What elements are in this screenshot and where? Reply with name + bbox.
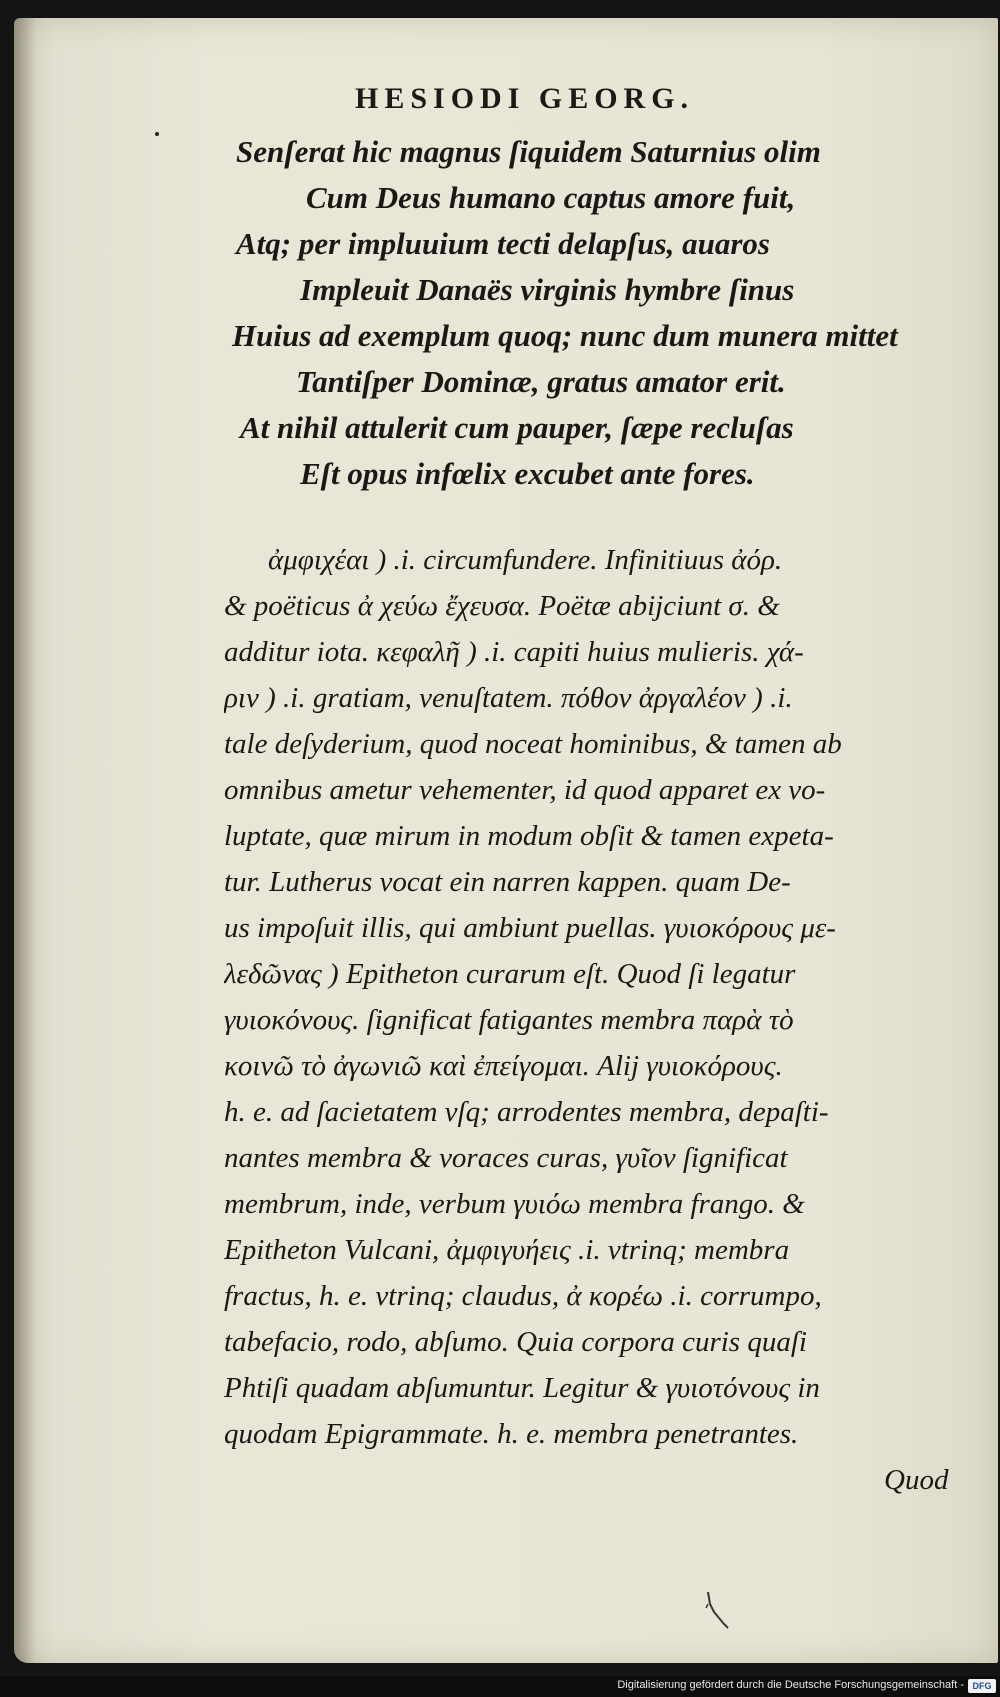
commentary-line: luptate, quæ mirum in modum obſit & tamen expeta-: [224, 820, 834, 852]
verse-line: Huius ad exemplum quoq; nunc dum munera mittet: [232, 318, 898, 353]
commentary-line: κοινῶ τὸ ἀγωνιῶ καὶ ἐπείγομαι. Alij γυιοκόρους.: [224, 1050, 783, 1082]
dfg-logo: DFG: [968, 1679, 996, 1693]
commentary-line: additur iota. κεφαλῆ ) .i. capiti huius mulieris. χά-: [224, 636, 804, 668]
funding-credit: Digitalisierung gefördert durch die Deutsche Forschungsgemeinschaft -: [617, 1679, 964, 1691]
running-head: HESIODI GEORG.: [355, 82, 695, 115]
catchword: Quod: [884, 1464, 949, 1496]
commentary-line: nantes membra & voraces curas, γυῖον ſignificat: [224, 1142, 788, 1174]
digitization-footer: [0, 1676, 1000, 1697]
commentary-line: Phtiſi quadam abſumuntur. Legitur & γυιοτόνους in: [224, 1372, 820, 1404]
verse-line: Senſerat hic magnus ſiquidem Saturnius olim: [236, 134, 821, 169]
commentary-line: h. e. ad ſacietatem vſq; arrodentes membra, depaſti-: [224, 1096, 829, 1128]
commentary-line: & poëticus ἀ χεύω ἔχευσα. Poëtæ abijciunt σ. &: [224, 590, 780, 622]
commentary-line: tur. Lutherus vocat ein narren kappen. quam De-: [224, 866, 791, 898]
pencil-mark: [702, 1590, 732, 1630]
verse-line: Impleuit Danaës virginis hymbre ſinus: [300, 272, 795, 307]
commentary-line: Epitheton Vulcani, ἀμφιγυήεις .i. vtrinq; membra: [224, 1234, 790, 1266]
verse-line: Tantiſper Dominæ, gratus amator erit.: [296, 364, 786, 399]
verse-line: Eſt opus infœlix excubet ante fores.: [300, 456, 755, 491]
commentary-line: us impoſuit illis, qui ambiunt puellas. γυιοκόρους με-: [224, 912, 836, 944]
ink-speck: [155, 132, 159, 136]
commentary-line: ἀμφιχέαι ) .i. circumfundere. Infinitiuus ἀόρ.: [268, 544, 783, 576]
commentary-line: ριν ) .i. gratiam, venuſtatem. πόθον ἀργαλέον ) .i.: [224, 682, 793, 714]
commentary-line: fractus, h. e. vtrinq; claudus, ἀ κορέω .i. corrumpo,: [224, 1280, 822, 1312]
verse-line: Cum Deus humano captus amore fuit,: [306, 180, 796, 215]
commentary-line: tale deſyderium, quod noceat hominibus, & tamen ab: [224, 728, 842, 760]
commentary-line: λεδῶνας ) Epitheton curarum eſt. Quod ſi legatur: [224, 958, 796, 990]
verse-line: At nihil attulerit cum pauper, ſæpe recluſas: [240, 410, 794, 445]
commentary-line: omnibus ametur vehementer, id quod apparet ex vo-: [224, 774, 826, 806]
commentary-line: tabefacio, rodo, abſumo. Quia corpora curis quaſi: [224, 1326, 807, 1358]
commentary-line: γυιοκόνους. ſignificat fatigantes membra παρὰ τὸ: [224, 1004, 794, 1036]
verse-line: Atq; per impluuium tecti delapſus, auaros: [236, 226, 770, 261]
commentary-line: membrum, inde, verbum γυιόω membra frango. &: [224, 1188, 805, 1220]
page-gutter-shadow: [14, 18, 36, 1663]
commentary-line: quodam Epigrammate. h. e. membra penetrantes.: [224, 1418, 799, 1450]
